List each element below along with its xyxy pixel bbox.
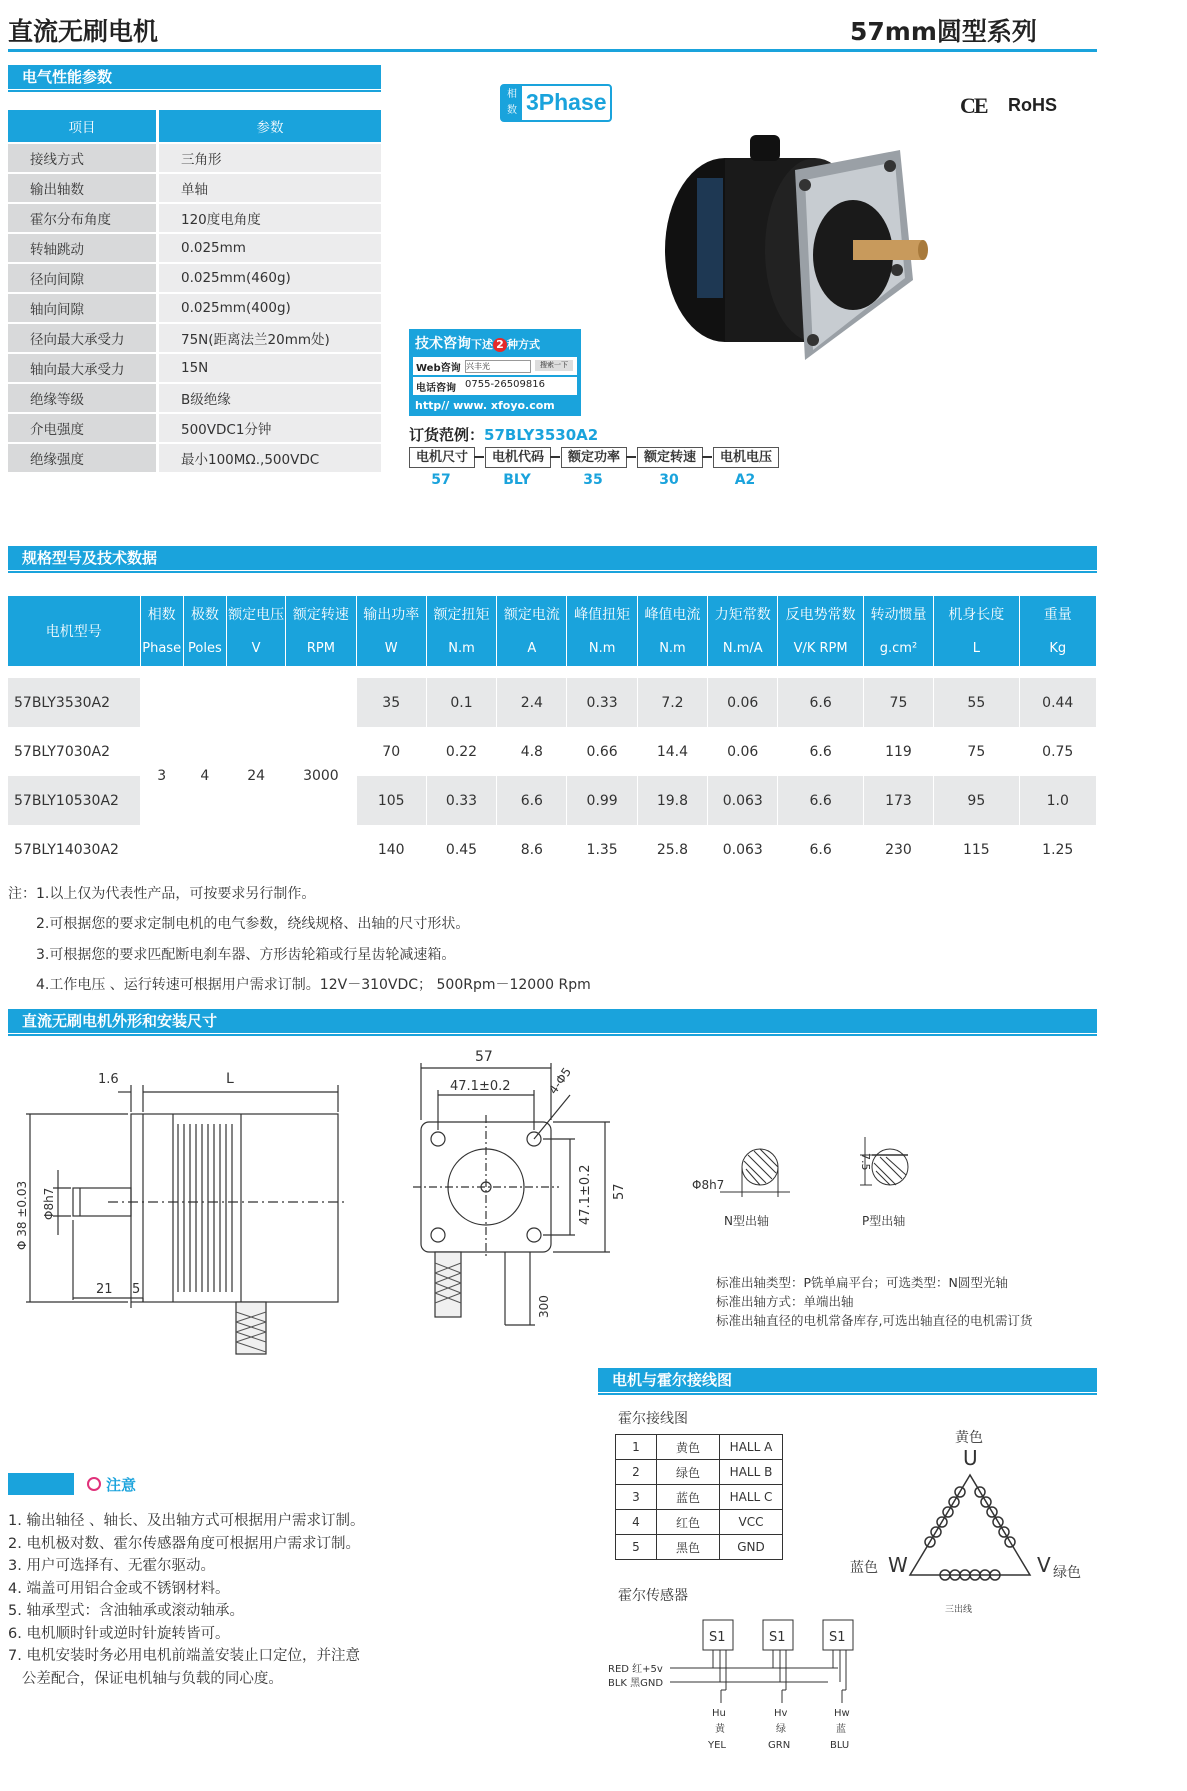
- spec-cell: 8.6: [497, 825, 567, 874]
- spec-unit: Kg: [1019, 631, 1096, 666]
- shaft-n-dia: Φ8h7: [692, 1178, 725, 1192]
- elec-key: 绝缘强度: [8, 443, 158, 473]
- order-field-voltage: 电机电压: [713, 447, 779, 468]
- spec-cell: 35: [356, 678, 426, 727]
- rohs-mark: RoHS: [1008, 95, 1057, 115]
- order-value-speed: 30: [659, 472, 679, 488]
- shaft-desc-3: 标准出轴直径的电机常备库存,可选出轴直径的电机需订货: [716, 1313, 1033, 1328]
- caution-bar: [8, 1473, 74, 1495]
- phase-badge-side: [502, 86, 522, 121]
- spec-unit: N.m/A: [708, 631, 778, 666]
- spec-cell: 0.45: [426, 825, 496, 874]
- section-electrical: 电气性能参数: [8, 65, 381, 89]
- note-line-4: 4.工作电压 、运行转速可根据用户需求订制。12V－310VDC； 500Rpm－12000 Rpm: [36, 977, 591, 993]
- sensor-red-wire: RED 红+5v: [608, 1664, 663, 1675]
- spec-unit: N.m: [637, 631, 707, 666]
- caution-item: 2. 电机极对数、霍尔传感器角度可根据用户需求订制。: [8, 1535, 360, 1552]
- spec-head: 反电势常数: [778, 596, 863, 631]
- hall-num: 2: [616, 1460, 657, 1485]
- spec-head: 额定电流: [497, 596, 567, 631]
- spec-unit: g.cm²: [863, 631, 933, 666]
- hall-signal: HALL C: [720, 1485, 783, 1510]
- spec-cell: 75: [863, 678, 933, 727]
- order-field-speed: 额定转速: [637, 447, 703, 468]
- shaft-desc-2: 标准出轴方式：单端出轴: [716, 1294, 854, 1309]
- consult-title-c: 种方式: [507, 338, 540, 351]
- spec-cell: 0.063: [708, 776, 778, 825]
- tri-right-color: 绿色: [1053, 1565, 1081, 1581]
- hall-color: 绿色: [657, 1460, 720, 1485]
- header-title-right: 57mm圆型系列: [850, 17, 1037, 46]
- dim-side-21: 21: [96, 1282, 113, 1297]
- consult-title-num: 2: [493, 338, 507, 352]
- elec-key: 接线方式: [8, 143, 158, 173]
- note-line-1: 注：1.以上仅为代表性产品，可按要求另行制作。: [8, 886, 316, 902]
- elec-head-param: 参数: [158, 110, 382, 143]
- dim-side-38: Φ 38 ±0.03: [15, 1180, 29, 1250]
- spec-unit: Poles: [183, 631, 226, 666]
- elec-val: 500VDC1分钟: [158, 413, 382, 443]
- sensor-s1-c: S1: [829, 1630, 846, 1645]
- elec-val: 单轴: [158, 173, 382, 203]
- consult-title: [415, 333, 540, 353]
- spec-cell: 75: [934, 727, 1019, 776]
- sensor-out-hw: Hw: [834, 1708, 850, 1719]
- spec-cell: 4.8: [497, 727, 567, 776]
- hall-color: 蓝色: [657, 1485, 720, 1510]
- elec-key: 输出轴数: [8, 173, 158, 203]
- consult-phone-row: [413, 377, 577, 395]
- tri-u: U: [963, 1446, 978, 1470]
- spec-cell: 55: [934, 678, 1019, 727]
- shaft-p-label: P型出轴: [862, 1214, 906, 1228]
- order-value-power: 35: [583, 472, 603, 488]
- elec-val: 75N(距离法兰20mm处): [158, 323, 382, 353]
- tri-left-color: 蓝色: [850, 1560, 878, 1576]
- spec-cell: 230: [863, 825, 933, 874]
- shaft-n-label: N型出轴: [724, 1214, 769, 1228]
- dim-front-57-v: 57: [612, 1183, 627, 1200]
- spec-voltage: 24: [226, 678, 285, 874]
- hall-signal: HALL A: [720, 1435, 783, 1460]
- caution-icon: [87, 1477, 101, 1491]
- hall-table: [615, 1434, 783, 1560]
- consult-phone: 0755-26509816: [465, 379, 545, 390]
- spec-cell: 6.6: [778, 776, 863, 825]
- tri-top-color: 黄色: [955, 1430, 983, 1446]
- spec-speed: 3000: [286, 678, 356, 874]
- spec-cell: 6.6: [778, 727, 863, 776]
- spec-head: 极数: [183, 596, 226, 631]
- spec-cell: 0.33: [426, 776, 496, 825]
- section-specs: 规格型号及技术数据: [8, 546, 1097, 570]
- caution-item: 1. 输出轴径 、轴长、及出轴方式可根据用户需求订制。: [8, 1513, 365, 1529]
- spec-head: 相数: [140, 596, 183, 631]
- spec-cell: 0.75: [1019, 727, 1096, 776]
- consult-web-button: 搜索一下: [535, 360, 573, 371]
- spec-cell: 6.6: [778, 678, 863, 727]
- spec-table: [8, 596, 1097, 874]
- spec-unit: N.m: [426, 631, 496, 666]
- elec-val: 最小100MΩ.,500VDC: [158, 443, 382, 473]
- spec-cell: 0.33: [567, 678, 637, 727]
- spec-cell: 0.063: [708, 825, 778, 874]
- spec-cell: 95: [934, 776, 1019, 825]
- note-line-3: 3.可根据您的要求匹配断电刹车器、方形齿轮箱或行星齿轮减速箱。: [36, 947, 456, 963]
- spec-cell: 0.66: [567, 727, 637, 776]
- shaft-desc-1: 标准出轴类型：P铣单扁平台；可选类型：N圆型光轴: [716, 1275, 1008, 1290]
- spec-model: 57BLY3530A2: [8, 678, 140, 727]
- spec-unit: A: [497, 631, 567, 666]
- caution-item: 4. 端盖可用铝合金或不锈钢材料。: [8, 1580, 230, 1597]
- order-value-code: BLY: [503, 472, 531, 488]
- hall-color: 黑色: [657, 1535, 720, 1560]
- sensor-s1-a: S1: [709, 1630, 726, 1645]
- spec-cell: 1.0: [1019, 776, 1096, 825]
- spec-head: 转动惯量: [863, 596, 933, 631]
- caution-list: [8, 1510, 365, 1690]
- spec-cell: 0.99: [567, 776, 637, 825]
- order-label-text: 订货范例：: [409, 426, 485, 444]
- section-wiring: 电机与霍尔接线图: [598, 1368, 1097, 1392]
- sensor-out-hu: Hu: [712, 1708, 726, 1719]
- spec-head: 额定扭矩: [426, 596, 496, 631]
- consult-box: [409, 329, 581, 416]
- spec-phase: 3: [140, 678, 183, 874]
- order-code: 57BLY3530A2: [484, 426, 599, 444]
- dim-front-47-1-v: 47.1±0.2: [578, 1164, 593, 1225]
- motor-photo: [665, 130, 935, 390]
- spec-poles: 4: [183, 678, 226, 874]
- header-title-left: 直流无刷电机: [8, 17, 159, 46]
- hall-signal: GND: [720, 1535, 783, 1560]
- spec-cell: 173: [863, 776, 933, 825]
- elec-head-item: 项目: [8, 110, 158, 143]
- hall-sensor-diagram: [608, 1608, 888, 1788]
- elec-key: 轴向间隙: [8, 293, 158, 323]
- spec-head-model: 电机型号: [8, 596, 140, 666]
- spec-unit: V/K RPM: [778, 631, 863, 666]
- order-label: [409, 424, 598, 445]
- spec-unit: L: [934, 631, 1019, 666]
- hall-num: 5: [616, 1535, 657, 1560]
- spec-cell: 115: [934, 825, 1019, 874]
- hall-signal: VCC: [720, 1510, 783, 1535]
- elec-key: 轴向最大承受力: [8, 353, 158, 383]
- sensor-out-hv-en: GRN: [768, 1740, 791, 1751]
- spec-unit: Phase: [140, 631, 183, 666]
- caution-item: 6. 电机顺时针或逆时针旋转皆可。: [8, 1625, 230, 1642]
- elec-key: 转轴跳动: [8, 233, 158, 263]
- consult-title-a: 技术咨询: [415, 336, 471, 352]
- spec-unit: V: [226, 631, 285, 666]
- spec-cell: 140: [356, 825, 426, 874]
- elec-key: 径向最大承受力: [8, 323, 158, 353]
- tri-caption: 三出线: [945, 1605, 973, 1615]
- order-field-size: 电机尺寸: [409, 447, 475, 468]
- dim-side-1-6: 1.6: [98, 1072, 119, 1087]
- elec-key: 介电强度: [8, 413, 158, 443]
- hall-color: 黄色: [657, 1435, 720, 1460]
- consult-title-b: 下述: [471, 338, 493, 351]
- spec-cell: 2.4: [497, 678, 567, 727]
- elec-val: 0.025mm(400g): [158, 293, 382, 323]
- spec-head: 峰值电流: [637, 596, 707, 631]
- header-rule: [8, 49, 1097, 52]
- spec-cell: 6.6: [497, 776, 567, 825]
- consult-web-label: Web咨询: [416, 363, 461, 374]
- dim-side-8: Φ8h7: [42, 1187, 56, 1220]
- elec-key: 霍尔分布角度: [8, 203, 158, 233]
- consult-phone-label: 电话咨询: [416, 383, 456, 394]
- spec-cell: 119: [863, 727, 933, 776]
- sensor-blk-wire: BLK 黑GND: [608, 1678, 664, 1689]
- delta-winding-diagram: [850, 1425, 1090, 1625]
- dim-front-57: 57: [475, 1049, 493, 1065]
- spec-head: 重量: [1019, 596, 1096, 631]
- spec-cell: 0.06: [708, 678, 778, 727]
- spec-cell: 14.4: [637, 727, 707, 776]
- order-field-power: 额定功率: [561, 447, 627, 468]
- tri-w: W: [888, 1553, 908, 1577]
- phase-badge-top-char: 相: [507, 89, 517, 100]
- spec-unit: W: [356, 631, 426, 666]
- spec-model: 57BLY14030A2: [8, 825, 140, 874]
- hall-num: 3: [616, 1485, 657, 1510]
- spec-head: 力矩常数: [708, 596, 778, 631]
- spec-cell: 7.2: [637, 678, 707, 727]
- shaft-p-dim: 7.5: [859, 1153, 872, 1171]
- ce-mark: CE: [960, 93, 987, 118]
- shaft-types-drawing: [690, 1125, 930, 1235]
- caution-item: 7. 电机安装时务必用电机前端盖安装止口定位，并注意: [8, 1648, 360, 1664]
- sensor-s1-b: S1: [769, 1630, 786, 1645]
- elec-val: 三角形: [158, 143, 382, 173]
- spec-unit: N.m: [567, 631, 637, 666]
- phase-badge-bottom-char: 数: [507, 105, 517, 116]
- side-view-drawing: [8, 1040, 363, 1360]
- hall-sensor-title: 霍尔传感器: [618, 1588, 688, 1604]
- spec-head: 额定转速: [286, 596, 356, 631]
- spec-head: 输出功率: [356, 596, 426, 631]
- spec-model: 57BLY10530A2: [8, 776, 140, 825]
- spec-cell: 105: [356, 776, 426, 825]
- sensor-out-hw-cn: 蓝: [836, 1724, 846, 1735]
- sensor-out-hw-en: BLU: [830, 1740, 850, 1751]
- spec-cell: 0.22: [426, 727, 496, 776]
- spec-cell: 0.1: [426, 678, 496, 727]
- caution-item: 公差配合，保证电机轴与负载的同心度。: [8, 1670, 283, 1687]
- elec-key: 绝缘等级: [8, 383, 158, 413]
- note-line-2: 2.可根据您的要求定制电机的电气参数，绕线规格、出轴的尺寸形状。: [36, 916, 470, 932]
- consult-url: http// www. xfoyo.com: [415, 399, 555, 412]
- elec-val: 15N: [158, 353, 382, 383]
- spec-model: 57BLY7030A2: [8, 727, 140, 776]
- section-dimensions: 直流无刷电机外形和安装尺寸: [8, 1009, 1097, 1033]
- spec-cell: 1.25: [1019, 825, 1096, 874]
- spec-head: 额定电压: [226, 596, 285, 631]
- order-field-code: 电机代码: [485, 447, 551, 468]
- phase-badge-text: 3Phase: [526, 89, 607, 115]
- electrical-table: [8, 110, 381, 474]
- consult-web-row: [413, 357, 577, 375]
- sensor-out-hu-cn: 黄: [715, 1724, 725, 1735]
- dim-side-5: 5: [132, 1282, 141, 1297]
- elec-val: 0.025mm: [158, 233, 382, 263]
- dim-front-holes: 4-Φ5: [545, 1064, 575, 1097]
- dim-side-L: L: [226, 1071, 234, 1087]
- hall-signal: HALL B: [720, 1460, 783, 1485]
- spec-cell: 70: [356, 727, 426, 776]
- sensor-out-hv: Hv: [774, 1708, 788, 1719]
- spec-unit: RPM: [286, 631, 356, 666]
- spec-cell: 1.35: [567, 825, 637, 874]
- caution-item: 3. 用户可选择有、无霍尔驱动。: [8, 1558, 215, 1574]
- hall-color: 红色: [657, 1510, 720, 1535]
- front-view-drawing: [405, 1035, 670, 1360]
- hall-num: 4: [616, 1510, 657, 1535]
- caution-item: 5. 轴承型式：含油轴承或滚动轴承。: [8, 1603, 244, 1619]
- elec-key: 径向间隙: [8, 263, 158, 293]
- spec-cell: 0.06: [708, 727, 778, 776]
- consult-web-field: 兴丰光: [465, 360, 531, 373]
- spec-cell: 19.8: [637, 776, 707, 825]
- tri-v: V: [1037, 1553, 1051, 1577]
- elec-val: 0.025mm(460g): [158, 263, 382, 293]
- elec-val: B级绝缘: [158, 383, 382, 413]
- order-value-voltage: A2: [734, 472, 756, 488]
- sensor-out-hu-en: YEL: [708, 1740, 726, 1751]
- elec-val: 120度电角度: [158, 203, 382, 233]
- dim-front-47-1: 47.1±0.2: [450, 1079, 511, 1094]
- spec-cell: 0.44: [1019, 678, 1096, 727]
- phase-badge: [500, 84, 612, 122]
- spec-cell: 25.8: [637, 825, 707, 874]
- caution-title: 注意: [106, 1476, 137, 1494]
- dim-front-300: 300: [537, 1295, 551, 1318]
- hall-wiring-title: 霍尔接线图: [618, 1411, 688, 1427]
- spec-head: 峰值扭矩: [567, 596, 637, 631]
- hall-num: 1: [616, 1435, 657, 1460]
- order-value-size: 57: [431, 472, 451, 488]
- sensor-out-hv-cn: 绿: [776, 1724, 786, 1735]
- spec-cell: 6.6: [778, 825, 863, 874]
- spec-head: 机身长度: [934, 596, 1019, 631]
